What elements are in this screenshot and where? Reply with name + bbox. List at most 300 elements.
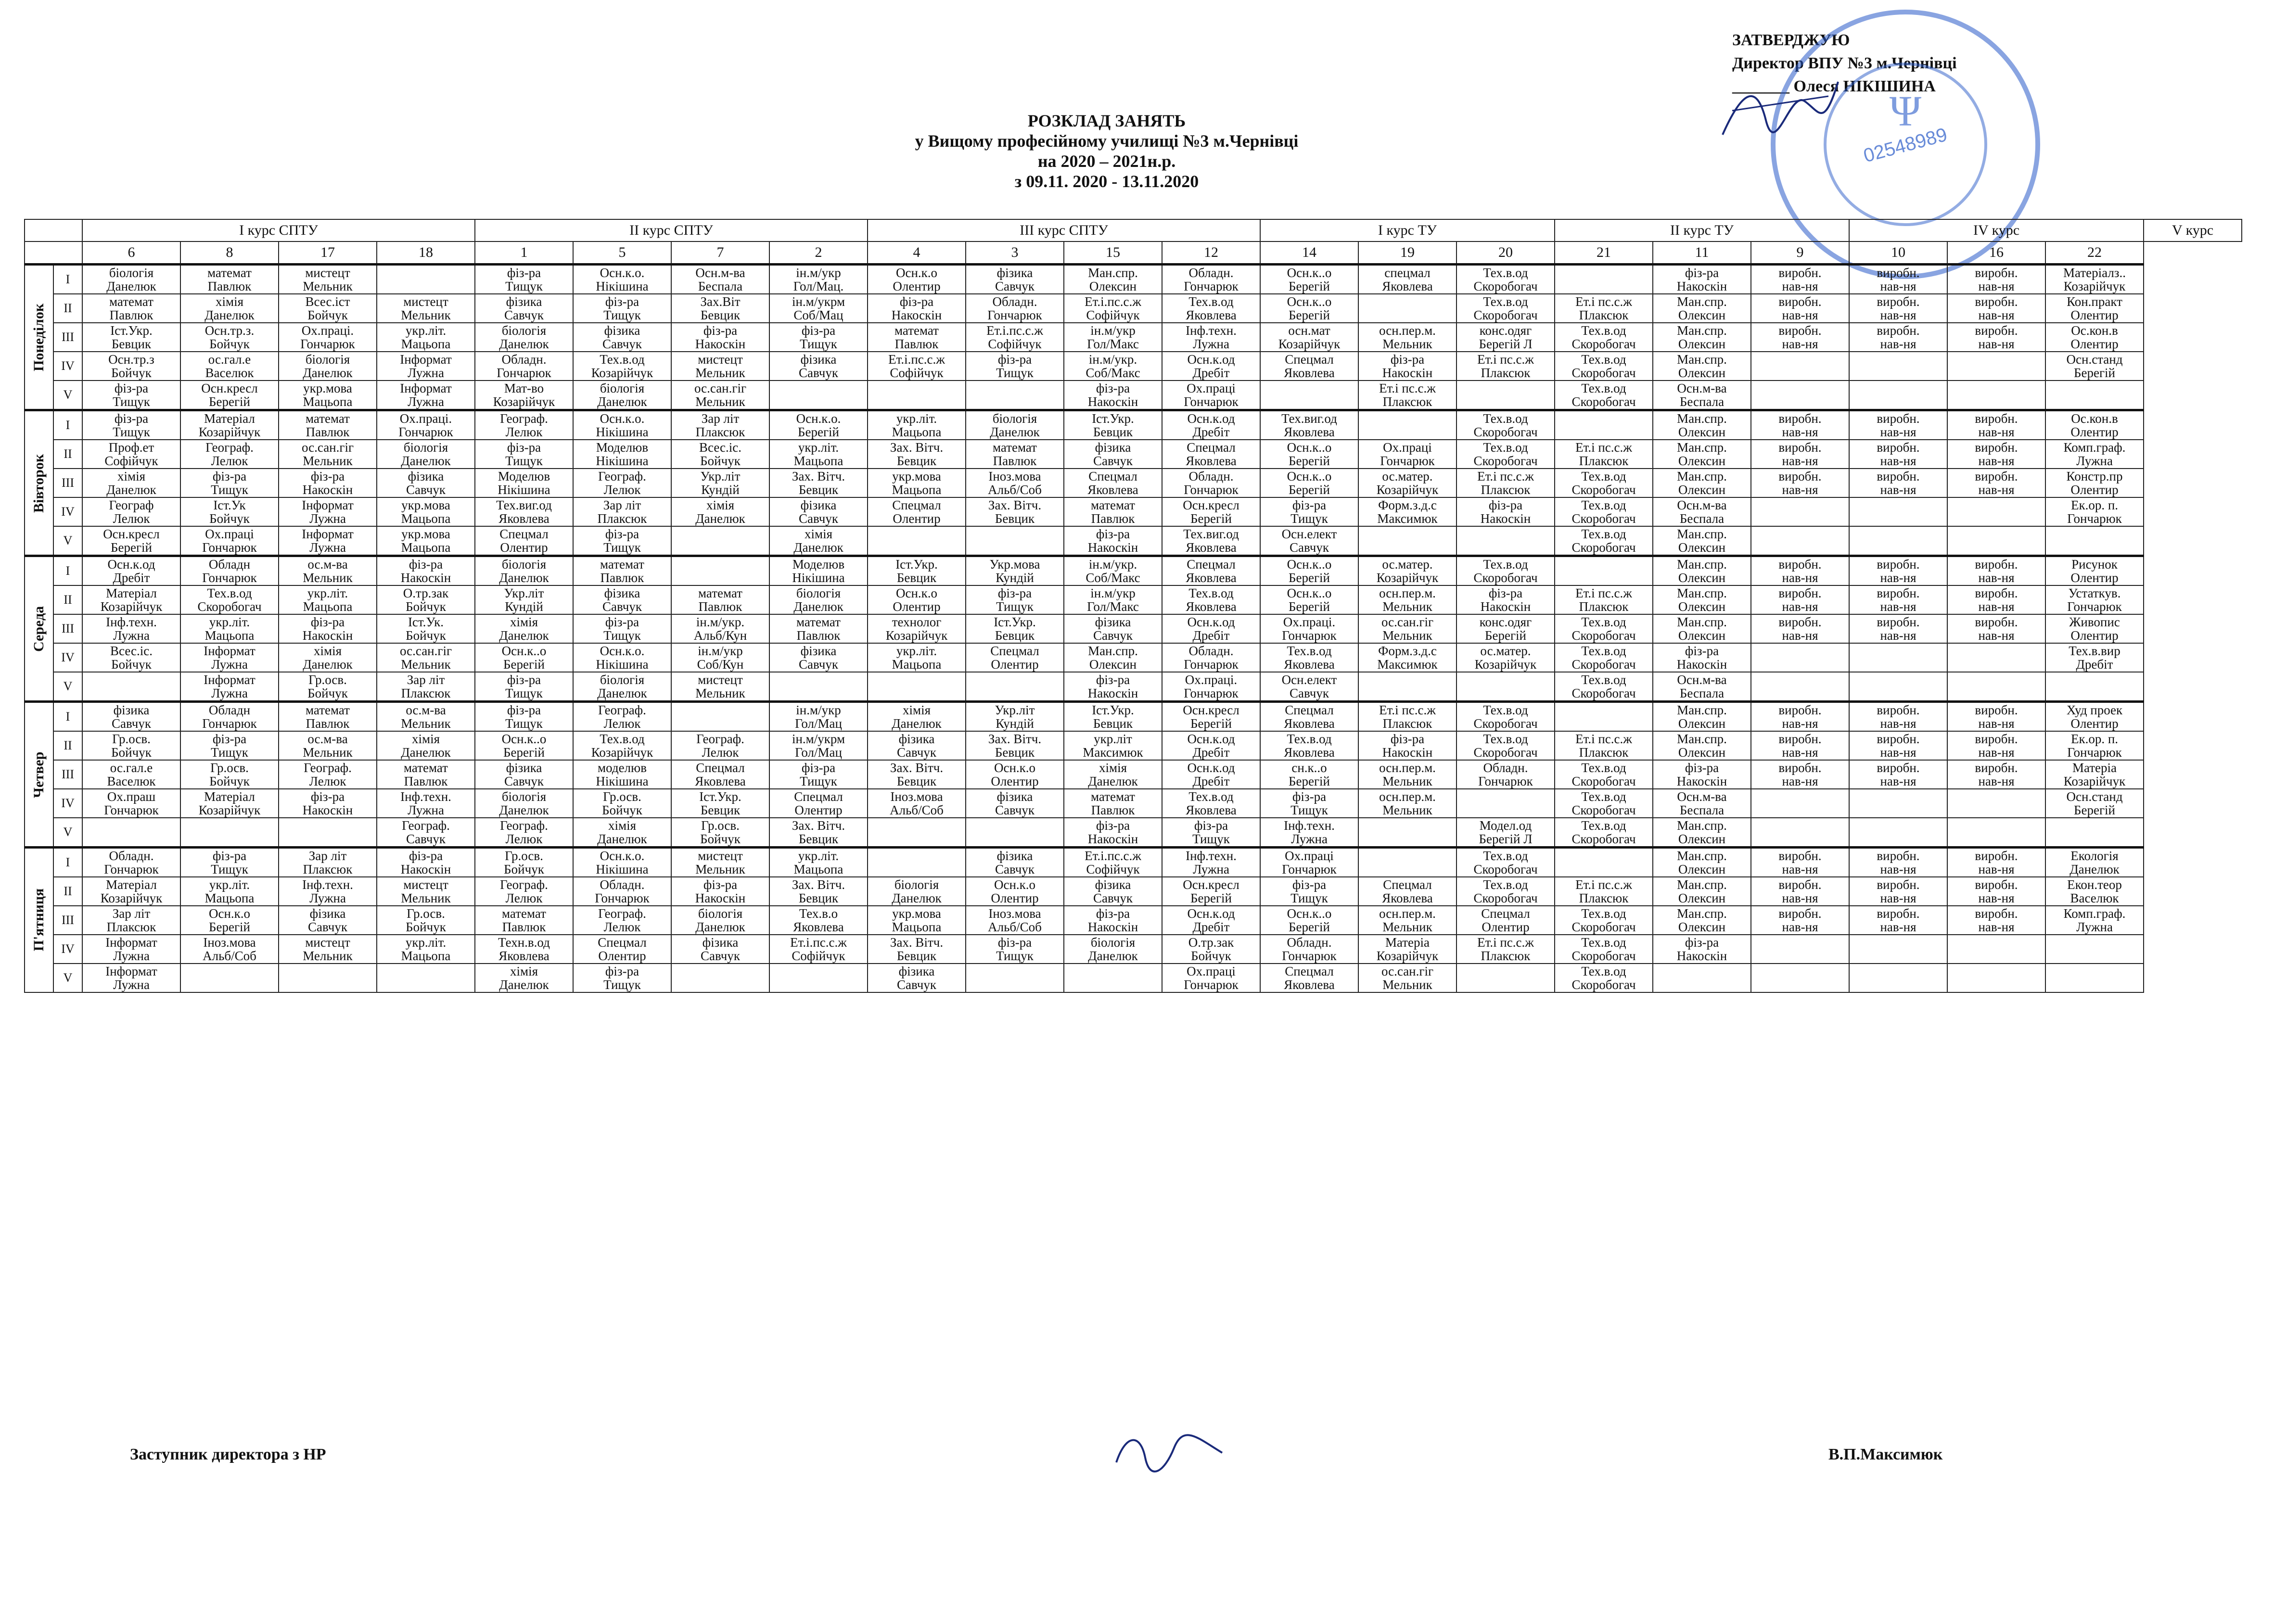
subject-name: укр.літ.: [798, 440, 839, 455]
subject-name: Обладн: [208, 703, 251, 717]
teacher-name: Берегій: [1289, 454, 1330, 468]
subject-name: ін.м/укр: [1090, 586, 1136, 600]
teacher-name: Гончарюк: [1282, 628, 1337, 643]
schedule-cell: [180, 643, 279, 672]
teacher-name: нав-ня: [1782, 716, 1818, 731]
teacher-name: Берегій: [798, 425, 839, 439]
schedule-cell: [573, 935, 671, 964]
subject-name: осн.пер.м.: [1379, 586, 1436, 600]
schedule-cell: [868, 964, 966, 992]
subject-name: фіз-ра: [1390, 732, 1425, 746]
subject-name: Ман.спр.: [1677, 906, 1727, 921]
teacher-name: нав-ня: [1978, 337, 2015, 351]
teacher-name: Данелюк: [401, 745, 451, 760]
schedule-cell: [1751, 410, 1849, 440]
subject-name: Тех.виг.од: [1183, 527, 1239, 541]
teacher-name: Козарійчук: [1278, 337, 1341, 351]
subject-name: фізика: [996, 789, 1033, 804]
teacher-name: Скоробогач: [1571, 949, 1636, 963]
teacher-name: Максимюк: [1377, 511, 1438, 526]
teacher-name: Олексин: [1678, 716, 1726, 731]
schedule-cell: [1653, 410, 1751, 440]
subject-name: Ман.спр.: [1088, 644, 1138, 658]
schedule-cell: [180, 352, 279, 381]
teacher-name: Мацьопа: [401, 540, 451, 555]
teacher-name: Олексин: [1678, 482, 1726, 497]
subject-name: ос.сан.гіг: [301, 440, 354, 455]
teacher-name: Яковлева: [1186, 571, 1237, 585]
schedule-cell: [1358, 614, 1456, 643]
schedule-cell: [1947, 789, 2045, 818]
course-header: ІІІ курс СПТУ: [868, 219, 1260, 241]
schedule-cell: [1849, 556, 1947, 586]
subject-name: Ет.і пс.с.ж: [1477, 935, 1534, 950]
teacher-name: Скоробогач: [1571, 686, 1636, 700]
schedule-cell: [966, 731, 1064, 760]
schedule-cell: [2045, 906, 2144, 935]
teacher-name: Олентир: [598, 949, 646, 963]
subject-name: спецмал: [1384, 266, 1431, 280]
schedule-cell: [769, 672, 868, 702]
teacher-name: Савчук: [799, 511, 838, 526]
teacher-name: Павлюк: [993, 454, 1037, 468]
teacher-name: Мельник: [1382, 920, 1432, 934]
subject-name: хімія: [804, 527, 832, 541]
teacher-name: Олентир: [794, 803, 843, 817]
schedule-cell: [475, 440, 573, 469]
teacher-name: Беспала: [1679, 511, 1725, 526]
teacher-name: Соб/Макс: [1086, 366, 1140, 380]
schedule-cell: [82, 818, 180, 848]
schedule-cell: [180, 440, 279, 469]
subject-name: Рисунок: [2071, 557, 2118, 571]
schedule-cell: [1260, 935, 1358, 964]
teacher-name: Берегій: [1289, 920, 1330, 934]
teacher-name: Гончарюк: [1282, 949, 1337, 963]
subject-name: Обладн.: [1287, 935, 1332, 950]
teacher-name: Олексин: [1678, 540, 1726, 555]
subject-name: Осн.к..о: [1287, 266, 1332, 280]
schedule-cell: [1358, 585, 1456, 614]
schedule-cell: [1555, 818, 1653, 848]
subject-name: Спецмал: [794, 789, 843, 804]
schedule-cell: [1358, 265, 1456, 294]
schedule-cell: [966, 265, 1064, 294]
schedule-cell: [1947, 294, 2045, 323]
lesson-number: IV: [53, 789, 82, 818]
lesson-row: [25, 440, 2242, 469]
subject-name: виробн.: [1975, 732, 2018, 746]
subject-name: Спецмал: [1088, 469, 1137, 483]
schedule-cell: [1260, 614, 1358, 643]
subject-name: Інформат: [204, 672, 256, 687]
schedule-cell: [1555, 702, 1653, 732]
teacher-name: Лужна: [113, 949, 150, 963]
schedule-cell: [475, 585, 573, 614]
subject-name: математ: [306, 411, 350, 426]
subject-name: Осн.м-ва: [1677, 498, 1727, 512]
schedule-cell: [573, 526, 671, 556]
schedule-cell: [1849, 469, 1947, 497]
teacher-name: Козарійчук: [2063, 774, 2126, 788]
schedule-cell: [1653, 702, 1751, 732]
teacher-name: Гончарюк: [202, 571, 257, 585]
schedule-cell: [573, 410, 671, 440]
subject-name: біологія: [109, 266, 154, 280]
subject-name: Тех.в.од: [207, 586, 252, 600]
course-header: ІІ курс ТУ: [1555, 219, 1849, 241]
schedule-cell: [475, 410, 573, 440]
schedule-cell: [1751, 585, 1849, 614]
teacher-name: Накоскін: [1480, 511, 1531, 526]
schedule-cell: [868, 877, 966, 906]
schedule-cell: [279, 760, 377, 789]
schedule-cell: [573, 294, 671, 323]
teacher-name: Софійчук: [104, 454, 158, 468]
subject-name: Матеріал: [106, 877, 157, 892]
schedule-cell: [1456, 265, 1555, 294]
schedule-cell: [1849, 526, 1947, 556]
schedule-cell: [180, 526, 279, 556]
schedule-cell: [966, 964, 1064, 992]
teacher-name: Савчук: [995, 803, 1035, 817]
lesson-number: III: [53, 469, 82, 497]
schedule-cell: [2045, 585, 2144, 614]
subject-name: виробн.: [1975, 557, 2018, 571]
teacher-name: Лужна: [1193, 862, 1229, 876]
teacher-name: Олентир: [991, 891, 1039, 905]
schedule-cell: [868, 410, 966, 440]
schedule-cell: [966, 323, 1064, 352]
subject-name: фіз-ра: [801, 323, 836, 338]
subject-name: Спецмал: [1285, 703, 1334, 717]
subject-name: ос.матер.: [1382, 469, 1433, 483]
subject-name: Іноз.мова: [203, 935, 256, 950]
teacher-name: Савчук: [897, 745, 936, 760]
schedule-cell: [1358, 440, 1456, 469]
schedule-cell: [573, 265, 671, 294]
schedule-cell: [1358, 906, 1456, 935]
teacher-name: Олентир: [2070, 308, 2119, 322]
schedule-cell: [475, 672, 573, 702]
schedule-cell: [377, 818, 475, 848]
subject-name: виробн.: [1778, 732, 1822, 746]
subject-name: Обладн.: [1483, 761, 1528, 775]
teacher-name: Олексин: [1678, 891, 1726, 905]
schedule-cell: [868, 381, 966, 410]
subject-name: Інф.техн.: [1284, 818, 1335, 833]
lesson-row: [25, 294, 2242, 323]
lesson-number: V: [53, 818, 82, 848]
subject-name: Осн.кресл: [1183, 498, 1239, 512]
teacher-name: Бевцик: [700, 803, 741, 817]
schedule-cell: [1456, 672, 1555, 702]
teacher-name: Данелюк: [499, 977, 549, 992]
teacher-name: нав-ня: [1782, 425, 1818, 439]
subject-name: Осн.тр.з: [108, 352, 154, 367]
teacher-name: Тищук: [211, 482, 248, 497]
subject-name: Обладн: [208, 557, 251, 571]
schedule-cell: [966, 818, 1064, 848]
subject-name: фізика: [898, 964, 935, 978]
schedule-cell: [1260, 497, 1358, 526]
schedule-cell: [966, 848, 1064, 877]
subject-name: Зар літ: [701, 411, 740, 426]
subject-name: мистецт: [403, 294, 448, 309]
subject-name: Укр.мова: [989, 557, 1040, 571]
teacher-name: Бевцик: [1093, 716, 1133, 731]
teacher-name: Яковлева: [1087, 482, 1138, 497]
schedule-cell: [1653, 497, 1751, 526]
subject-name: хімія: [902, 703, 931, 717]
schedule-cell: [769, 702, 868, 732]
teacher-name: Плаксюк: [695, 425, 745, 439]
group-number: 17: [279, 241, 377, 265]
subject-name: Географ.: [598, 469, 646, 483]
teacher-name: Олексин: [1678, 454, 1726, 468]
teacher-name: Софійчук: [1086, 308, 1140, 322]
schedule-cell: [1260, 526, 1358, 556]
subject-name: виробн.: [1975, 906, 2018, 921]
schedule-cell: [966, 672, 1064, 702]
subject-name: виробн.: [1778, 294, 1822, 309]
schedule-cell: [1162, 556, 1260, 586]
teacher-name: Лелюк: [309, 774, 346, 788]
teacher-name: Данелюк: [793, 599, 843, 614]
subject-name: Ет.і.пс.с.ж: [790, 935, 847, 950]
teacher-name: Берегій Л: [1479, 337, 1533, 351]
subject-name: фіз-ра: [1096, 672, 1130, 687]
schedule-cell: [1456, 585, 1555, 614]
teacher-name: Берегій: [1289, 308, 1330, 322]
schedule-cell: [82, 789, 180, 818]
group-number: 3: [966, 241, 1064, 265]
subject-name: Зах. Вітч.: [890, 440, 944, 455]
group-number: 9: [1751, 241, 1849, 265]
schedule-cell: [671, 877, 769, 906]
teacher-name: Яковлева: [1186, 540, 1237, 555]
teacher-name: Яковлева: [1284, 366, 1335, 380]
schedule-cell: [1947, 585, 2045, 614]
schedule-cell: [1162, 731, 1260, 760]
subject-name: Форм.з.д.с: [1378, 498, 1437, 512]
subject-name: Інф.техн.: [302, 877, 353, 892]
schedule-cell: [671, 323, 769, 352]
teacher-name: Савчук: [308, 920, 347, 934]
schedule-cell: [475, 731, 573, 760]
subject-name: фіз-ра: [1292, 877, 1327, 892]
lesson-number: I: [53, 556, 82, 586]
schedule-cell: [1555, 672, 1653, 702]
teacher-name: Лелюк: [211, 454, 248, 468]
subject-name: Осн.м-ва: [1677, 381, 1727, 395]
schedule-cell: [1849, 643, 1947, 672]
teacher-name: Бевцик: [995, 511, 1035, 526]
teacher-name: Яковлева: [1186, 599, 1237, 614]
subject-name: фіз-ра: [605, 964, 639, 978]
teacher-name: Бевцик: [995, 628, 1035, 643]
lesson-number: V: [53, 526, 82, 556]
schedule-cell: [377, 440, 475, 469]
schedule-cell: [1456, 497, 1555, 526]
schedule-cell: [377, 702, 475, 732]
teacher-name: Павлюк: [1091, 511, 1135, 526]
subject-name: Моделюв: [498, 469, 550, 483]
schedule-cell: [1358, 964, 1456, 992]
subject-name: Ох.праці: [1187, 964, 1236, 978]
schedule-cell: [966, 702, 1064, 732]
subject-name: Ох.праці: [1383, 440, 1432, 455]
schedule-cell: [769, 614, 868, 643]
schedule-cell: [1849, 323, 1947, 352]
schedule-cell: [573, 323, 671, 352]
footer-deputy-label: Заступник директора з НР: [130, 1446, 326, 1463]
subject-name: Проф.ет: [108, 440, 154, 455]
subject-name: мистецт: [305, 266, 350, 280]
schedule-cell: [671, 265, 769, 294]
subject-name: Ек.ор. п.: [2070, 732, 2119, 746]
schedule-cell: [1653, 877, 1751, 906]
schedule-cell: [1358, 469, 1456, 497]
teacher-name: Гол/Макс: [1087, 599, 1139, 614]
teacher-name: Бевцик: [896, 949, 937, 963]
schedule-cell: [1358, 497, 1456, 526]
subject-name: Комп.граф.: [2063, 440, 2126, 455]
subject-name: виробн.: [1975, 877, 2018, 892]
schedule-cell: [1751, 323, 1849, 352]
teacher-name: Берегій: [1289, 571, 1330, 585]
course-header: І курс СПТУ: [82, 219, 475, 241]
teacher-name: Яковлева: [1186, 803, 1237, 817]
subject-name: Осн.к..о: [501, 732, 547, 746]
teacher-name: Берегій: [503, 745, 545, 760]
subject-name: Тех.в.од: [1581, 527, 1626, 541]
schedule-cell: [279, 614, 377, 643]
subject-name: виробн.: [1778, 906, 1822, 921]
subject-name: Географ: [109, 498, 154, 512]
subject-name: Осн.к.од: [1187, 761, 1235, 775]
schedule-cell: [1555, 497, 1653, 526]
teacher-name: Лужна: [408, 394, 444, 409]
subject-name: математ: [207, 266, 252, 280]
teacher-name: Козарійчук: [1376, 482, 1439, 497]
subject-name: виробн.: [1877, 761, 1920, 775]
schedule-cell: [1653, 265, 1751, 294]
schedule-cell: [1162, 469, 1260, 497]
subject-name: Інформат: [400, 381, 452, 395]
teacher-name: Накоскін: [1087, 920, 1138, 934]
schedule-cell: [671, 294, 769, 323]
teacher-name: Берегій: [1190, 891, 1232, 905]
schedule-cell: [377, 906, 475, 935]
schedule-cell: [475, 702, 573, 732]
teacher-name: Данелюк: [1088, 949, 1138, 963]
teacher-name: нав-ня: [1978, 308, 2015, 322]
subject-name: Ман.спр.: [1088, 266, 1138, 280]
teacher-name: Козарійчук: [198, 425, 261, 439]
subject-name: біологія: [501, 789, 547, 804]
teacher-name: Тищук: [505, 454, 543, 468]
schedule-cell: [1751, 731, 1849, 760]
schedule-cell: [1456, 323, 1555, 352]
schedule-cell: [671, 556, 769, 586]
lesson-row: [25, 731, 2242, 760]
lesson-row: [25, 469, 2242, 497]
teacher-name: Яковлева: [498, 511, 549, 526]
teacher-name: Бевцик: [798, 832, 839, 846]
schedule-cell: [769, 410, 868, 440]
teacher-name: Козарійчук: [591, 745, 653, 760]
lesson-number: I: [53, 265, 82, 294]
lesson-number: II: [53, 440, 82, 469]
subject-name: Осн.к..о: [1287, 440, 1332, 455]
schedule-cell: [573, 585, 671, 614]
schedule-cell: [1555, 848, 1653, 877]
schedule-cell: [1064, 440, 1162, 469]
subject-name: Форм.з.д.с: [1378, 644, 1437, 658]
schedule-cell: [769, 760, 868, 789]
subject-name: Спецмал: [1481, 906, 1530, 921]
schedule-cell: [1947, 702, 2045, 732]
teacher-name: Мацьопа: [793, 862, 843, 876]
teacher-name: Гончарюк: [202, 540, 257, 555]
schedule-cell: [573, 643, 671, 672]
teacher-name: Скоробогач: [1473, 571, 1538, 585]
schedule-cell: [966, 440, 1064, 469]
teacher-name: Савчук: [1290, 540, 1329, 555]
schedule-cell: [1947, 265, 2045, 294]
schedule-cell: [1947, 672, 2045, 702]
schedule-cell: [377, 877, 475, 906]
subject-name: виробн.: [1975, 469, 2018, 483]
teacher-name: Бойчук: [406, 628, 446, 643]
subject-name: Ох.праці.: [399, 411, 452, 426]
schedule-cell: [966, 294, 1064, 323]
schedule-cell: [82, 381, 180, 410]
schedule-cell: [868, 440, 966, 469]
subject-name: укр.літ.: [896, 411, 937, 426]
subject-name: Зар літ: [407, 672, 445, 687]
teacher-name: Павлюк: [404, 774, 448, 788]
teacher-name: Софійчук: [1086, 862, 1140, 876]
schedule-cell: [966, 497, 1064, 526]
subject-name: Інформат: [105, 935, 157, 950]
subject-name: виробн.: [1975, 323, 2018, 338]
schedule-cell: [1947, 410, 2045, 440]
teacher-name: Данелюк: [499, 628, 549, 643]
teacher-name: Накоскін: [302, 482, 353, 497]
subject-name: Гр.осв.: [210, 761, 249, 775]
teacher-name: Накоскін: [1087, 540, 1138, 555]
lesson-number: V: [53, 964, 82, 992]
subject-name: укр.літ: [1094, 732, 1132, 746]
teacher-name: Савчук: [504, 774, 544, 788]
schedule-cell: [1555, 381, 1653, 410]
schedule-cell: [1555, 585, 1653, 614]
subject-name: Іст.Укр.: [895, 557, 938, 571]
teacher-name: Плаксюк: [597, 511, 647, 526]
schedule-cell: [279, 440, 377, 469]
schedule-cell: [377, 643, 475, 672]
schedule-cell: [475, 614, 573, 643]
subject-name: ос.гал.е: [110, 761, 153, 775]
schedule-cell: [1358, 702, 1456, 732]
subject-name: хімія: [510, 615, 538, 629]
schedule-cell: [1456, 410, 1555, 440]
teacher-name: Накоскін: [695, 337, 746, 351]
subject-name: фіз-ра: [605, 527, 639, 541]
schedule-cell: [573, 440, 671, 469]
